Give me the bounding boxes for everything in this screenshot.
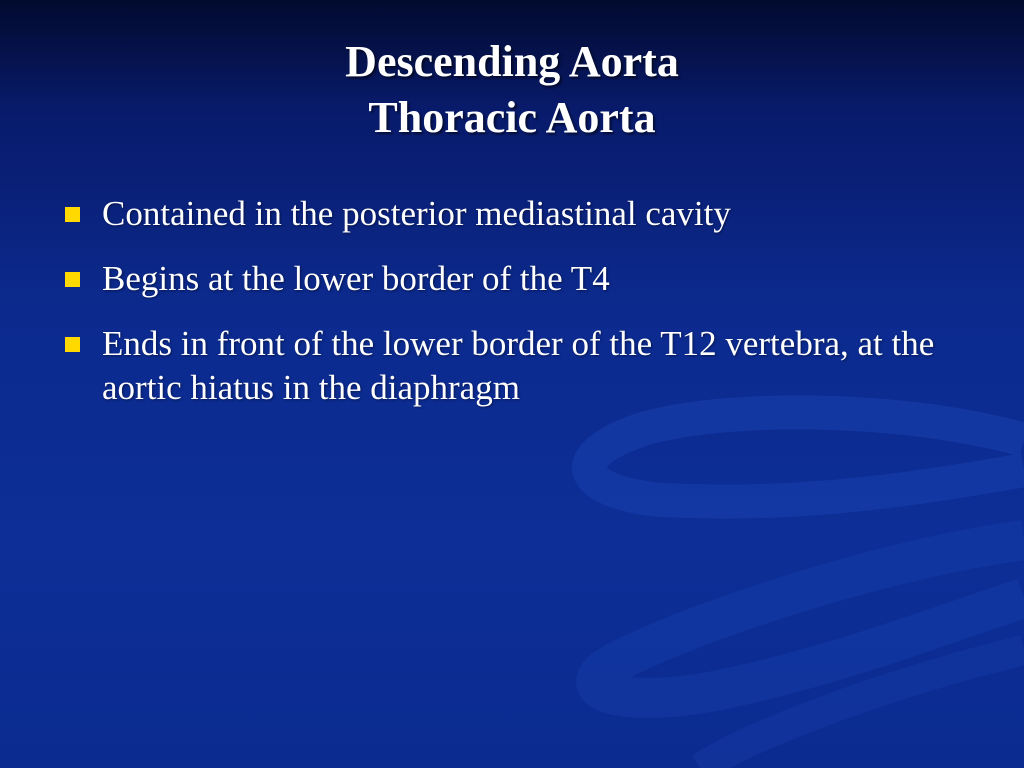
bullet-item (62, 322, 962, 410)
title-line-2: Thoracic Aorta (368, 93, 656, 142)
bullet-item (62, 257, 962, 301)
bullet-item (62, 192, 962, 236)
square-bullet-icon (65, 337, 80, 352)
bullet-text: Begins at the lower border of the T4 (102, 259, 610, 298)
bullet-list (62, 192, 962, 431)
slide-title (0, 34, 1024, 146)
title-line-1: Descending Aorta (345, 37, 679, 86)
bullet-text: Contained in the posterior mediastinal cavity (102, 194, 731, 233)
square-bullet-icon (65, 272, 80, 287)
bullet-text: Ends in front of the lower border of the T12 vertebra, at the aortic hiatus in the diaphragm (102, 324, 935, 407)
square-bullet-icon (65, 207, 80, 222)
